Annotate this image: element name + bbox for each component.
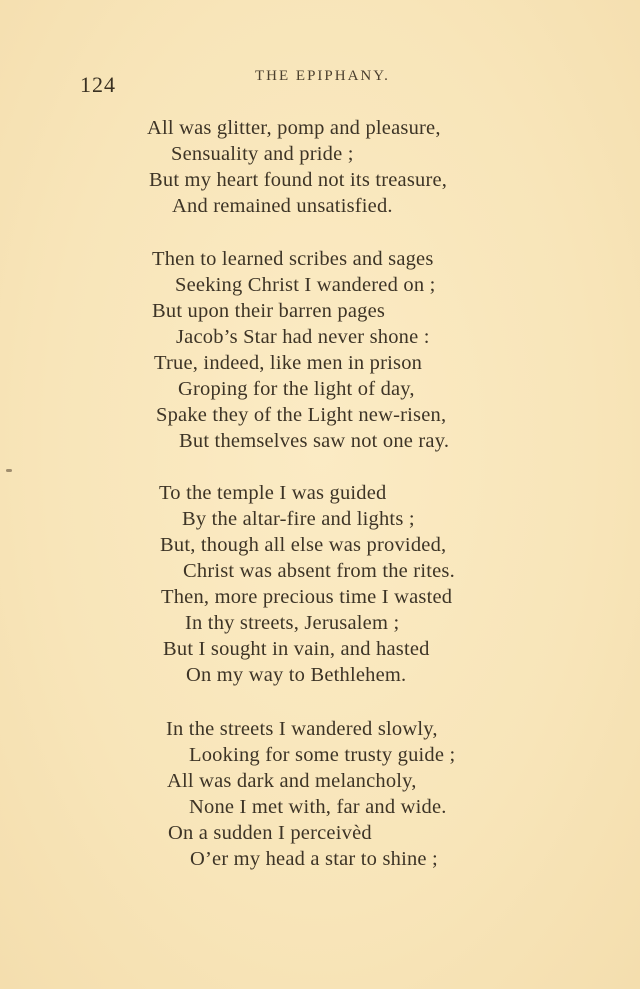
- running-title: THE EPIPHANY.: [255, 68, 390, 84]
- poem-line: But upon their barren pages: [152, 300, 386, 322]
- poem-line: On a sudden I perceivèd: [168, 822, 372, 844]
- page-number: 124: [80, 72, 116, 97]
- poem-line: Then to learned scribes and sages: [152, 248, 434, 270]
- poem-line: And remained unsatisfied.: [172, 195, 393, 217]
- poem-line: Seeking Christ I wandered on ;: [175, 274, 436, 296]
- poem-line: Groping for the light of day,: [178, 378, 415, 400]
- poem-line: By the altar-fire and lights ;: [182, 508, 415, 530]
- poem-line: But I sought in vain, and hasted: [163, 638, 430, 660]
- poem-line: True, indeed, like men in prison: [154, 352, 423, 374]
- poem-line: Sensuality and pride ;: [171, 143, 354, 165]
- poem-line: Looking for some trusty guide ;: [189, 744, 456, 766]
- poem-line: In thy streets, Jerusalem ;: [185, 612, 400, 634]
- poem-line: Spake they of the Light new-risen,: [156, 404, 447, 426]
- poem-line: Jacob’s Star had never shone :: [176, 326, 430, 348]
- poem-line: On my way to Bethlehem.: [186, 664, 407, 686]
- poem-line: But, though all else was provided,: [160, 534, 447, 556]
- poem-line: All was dark and melancholy,: [167, 770, 417, 792]
- margin-smudge: [6, 469, 12, 472]
- poem-line: But my heart found not its treasure,: [149, 169, 448, 191]
- poem-line: To the temple I was guided: [159, 482, 387, 504]
- poem-line: Then, more precious time I wasted: [161, 586, 453, 608]
- poem-line: But themselves saw not one ray.: [179, 430, 450, 452]
- poem-line: Christ was absent from the rites.: [183, 560, 455, 582]
- poem-line: None I met with, far and wide.: [189, 796, 447, 818]
- poem-line: All was glitter, pomp and pleasure,: [147, 117, 441, 139]
- poem-line: O’er my head a star to shine ;: [190, 848, 438, 870]
- poem-line: In the streets I wandered slowly,: [166, 718, 438, 740]
